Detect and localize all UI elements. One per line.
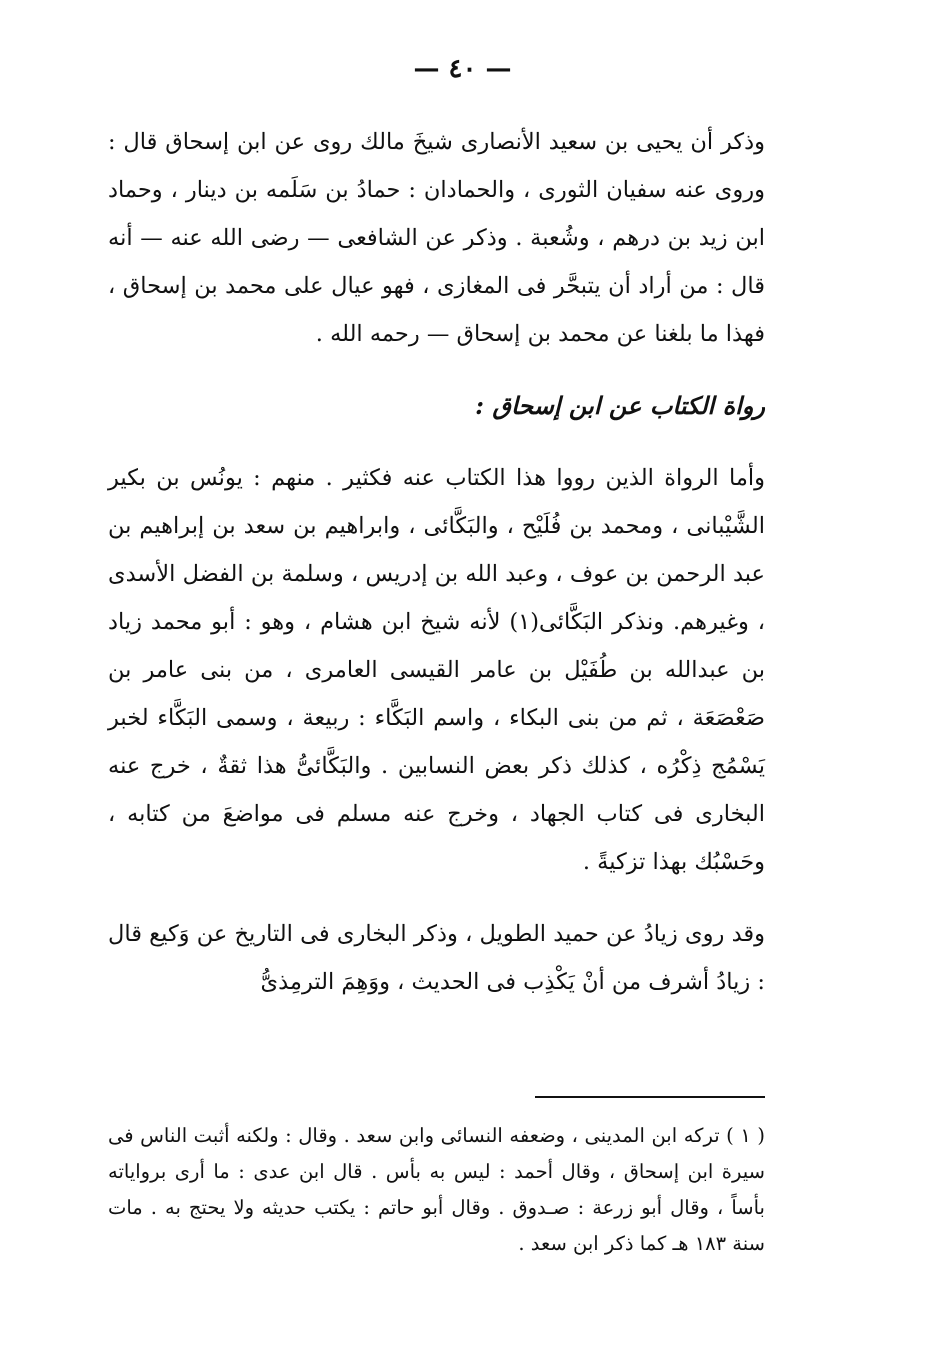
section-heading: رواة الكتاب عن ابن إسحاق :	[475, 391, 765, 420]
footnote-divider	[535, 1096, 765, 1098]
main-text	[108, 118, 765, 1006]
paragraph-ibn-ishaq-narrators: وذكر أن يحيى بن سعيد الأنصارى شيخَ مالك روى عن ابن إسحاق قال : وروى عنه سفيان الثورى ، والحمادان : حمادُ بن سَلَمه بن دينار ، وحماد ابن زيد بن درهم ، وشُعبة . وذكر عن الشافعى — رضى الله عنه — أنه قال : من أراد أن يتبحَّر فى المغازى ، فهو عيال على محمد بن إسحاق ، فهذا ما بلغنا عن محمد بن إسحاق — رحمه الله .	[108, 129, 765, 347]
paragraph-ziyad: وقد روى زيادُ عن حميد الطويل ، وذكر البخارى فى التاريخ عن وَكيع قال : زيادُ أشرف من أنْ يَكْذِب فى الحديث ، ووَهِمَ الترمِذىُّ	[108, 921, 765, 995]
footnotes	[108, 1118, 765, 1262]
paragraph-book-narrators: وأما الرواة الذين رووا هذا الكتاب عنه فكثير . منهم : يونُس بن بكير الشَّيْبانى ، ومحمد بن فُلَيْح ، والبَكَّائى ، وابراهيم بن سعد بن إبراهيم بن عبد الرحمن بن عوف ، وعبد الله بن إدريس ، وسلمة بن الفضل الأسدى ، وغيرهم. ونذكر البَكَّائى(١) لأنه شيخ ابن هشام ، وهو : أبو محمد زياد بن عبدالله بن طُفَيْل بن عامر القيسى العامرى ، من بنى عامر بن صَعْصَعَة ، ثم من بنى البكاء ، واسم البَكَّاء : ربيعة ، وسمى البَكَّاء لخبر يَسْمُج ذِكْرُه ، كذلك ذكر بعض النسابين . والبَكَّائىُّ هذا ثقةٌ ، خرج عنه البخارى فى كتاب الجهاد ، وخرج عنه مسلم فى مواضعَ من كتابه ، وحَسْبُك بهذا تزكيةً .	[108, 465, 765, 875]
page-number: — ٤٠ —	[413, 54, 512, 84]
footnote-1: ( ١ ) تركه ابن المدينى ، وضعفه النسائى وابن سعد . وقال : ولكنه أثبت الناس فى سيرة ابن إسحاق ، وقال أحمد : ليس به بأس . قال ابن عدى : ما أرى برواياته بأساً ، وقال أبو زرعة : صـدوق . وقال أبو حاتم : يكتب حديثه ولا يحتج به . مات سنة ١٨٣ هـ كما ذكر ابن سعد .	[108, 1124, 765, 1255]
